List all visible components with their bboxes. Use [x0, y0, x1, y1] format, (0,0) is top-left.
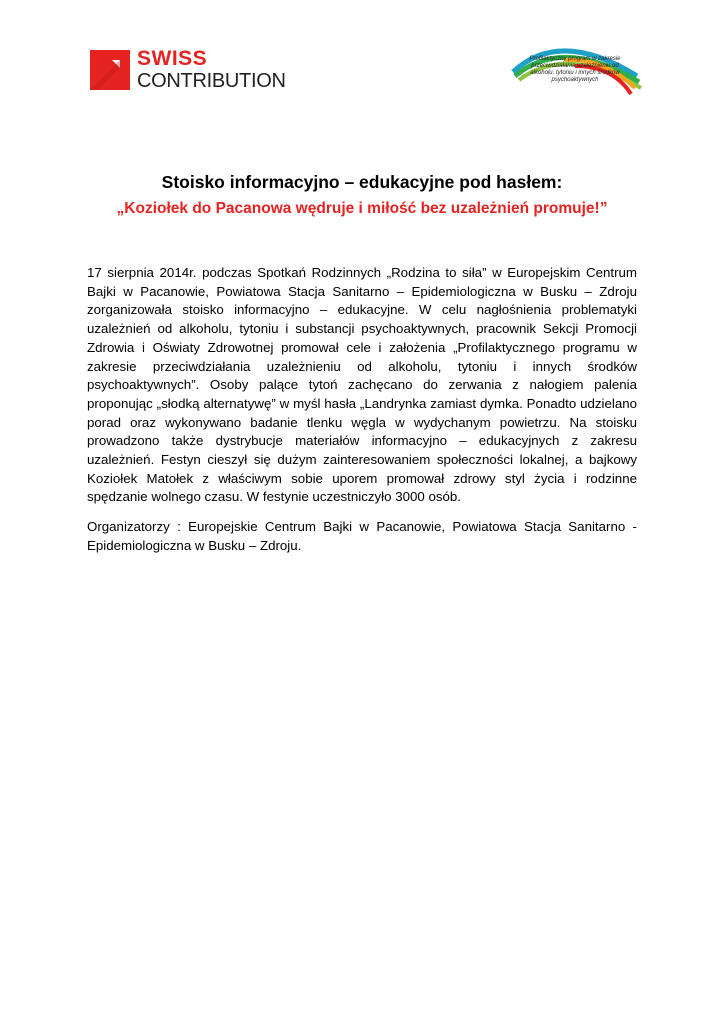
- body-paragraph-1: 17 sierpnia 2014r. podczas Spotkań Rodzinnych „Rodzina to siła” w Europejskim Centrum Bajki w Pacanowie, Powiatowa Stacja Sanitarno – Epidemiologiczna w Busku – Zdroju zorganizowała stoisko informacyjno – edukacyjne. W celu nagłośnienia problematyki uzależnień od alkoholu, tytoniu i substancji psychoaktywnych, pracownik Sekcji Promocji Zdrowia i Oświaty Zdrowotnej promował cele i założenia „Profilaktycznego programu w zakresie przeciwdziałania uzależnieniu od alkoholu, tytoniu i innych środków psychoaktywnych”. Osoby palące tytoń zachęcano do zerwania z nałogiem palenia proponując „słodką alternatywę” w myśl hasła „Landrynka zamiast dymka. Ponadto udzielano porad oraz wykonywano badanie tlenku węgla w wydychanym powietrzu. Na stoisku prowadzono także dystrybucje materiałów informacyjno – edukacyjnych z zakresu uzależnień. Festyn cieszył się dużym zainteresowaniem społeczności lokalnej, a bajkowy Koziołek Matołek z właściwym sobie uporem promował zdrowy styl życia i rodzinne spędzanie wolnego czasu. W festynie uczestniczyło 3000 osób.: [87, 265, 637, 505]
- document-subtitle: „Koziołek do Pacanowa wędruje i miłość bez uzależnień promuje!”: [116, 200, 608, 217]
- program-logo: [505, 30, 645, 105]
- swiss-contribution-logo: [90, 47, 310, 96]
- document-title: Stoisko informacyjno – edukacyjne pod hasłem:: [161, 172, 563, 192]
- swiss-logo-line1: SWISS: [137, 47, 208, 70]
- program-logo-text: Profilaktyczny program w zakresie przeciwdziałania uzależnieniu od alkoholu, tytoniu i innych środków psychoaktywnych: [529, 56, 621, 83]
- document-body: [87, 264, 637, 567]
- swiss-logo-line2: CONTRIBUTION: [137, 70, 286, 92]
- swiss-logo-icon: [90, 50, 130, 90]
- body-paragraph-2: Organizatorzy : Europejskie Centrum Bajki w Pacanowie, Powiatowa Stacja Sanitarno - Epidemiologiczna w Busku – Zdroju.: [87, 519, 637, 553]
